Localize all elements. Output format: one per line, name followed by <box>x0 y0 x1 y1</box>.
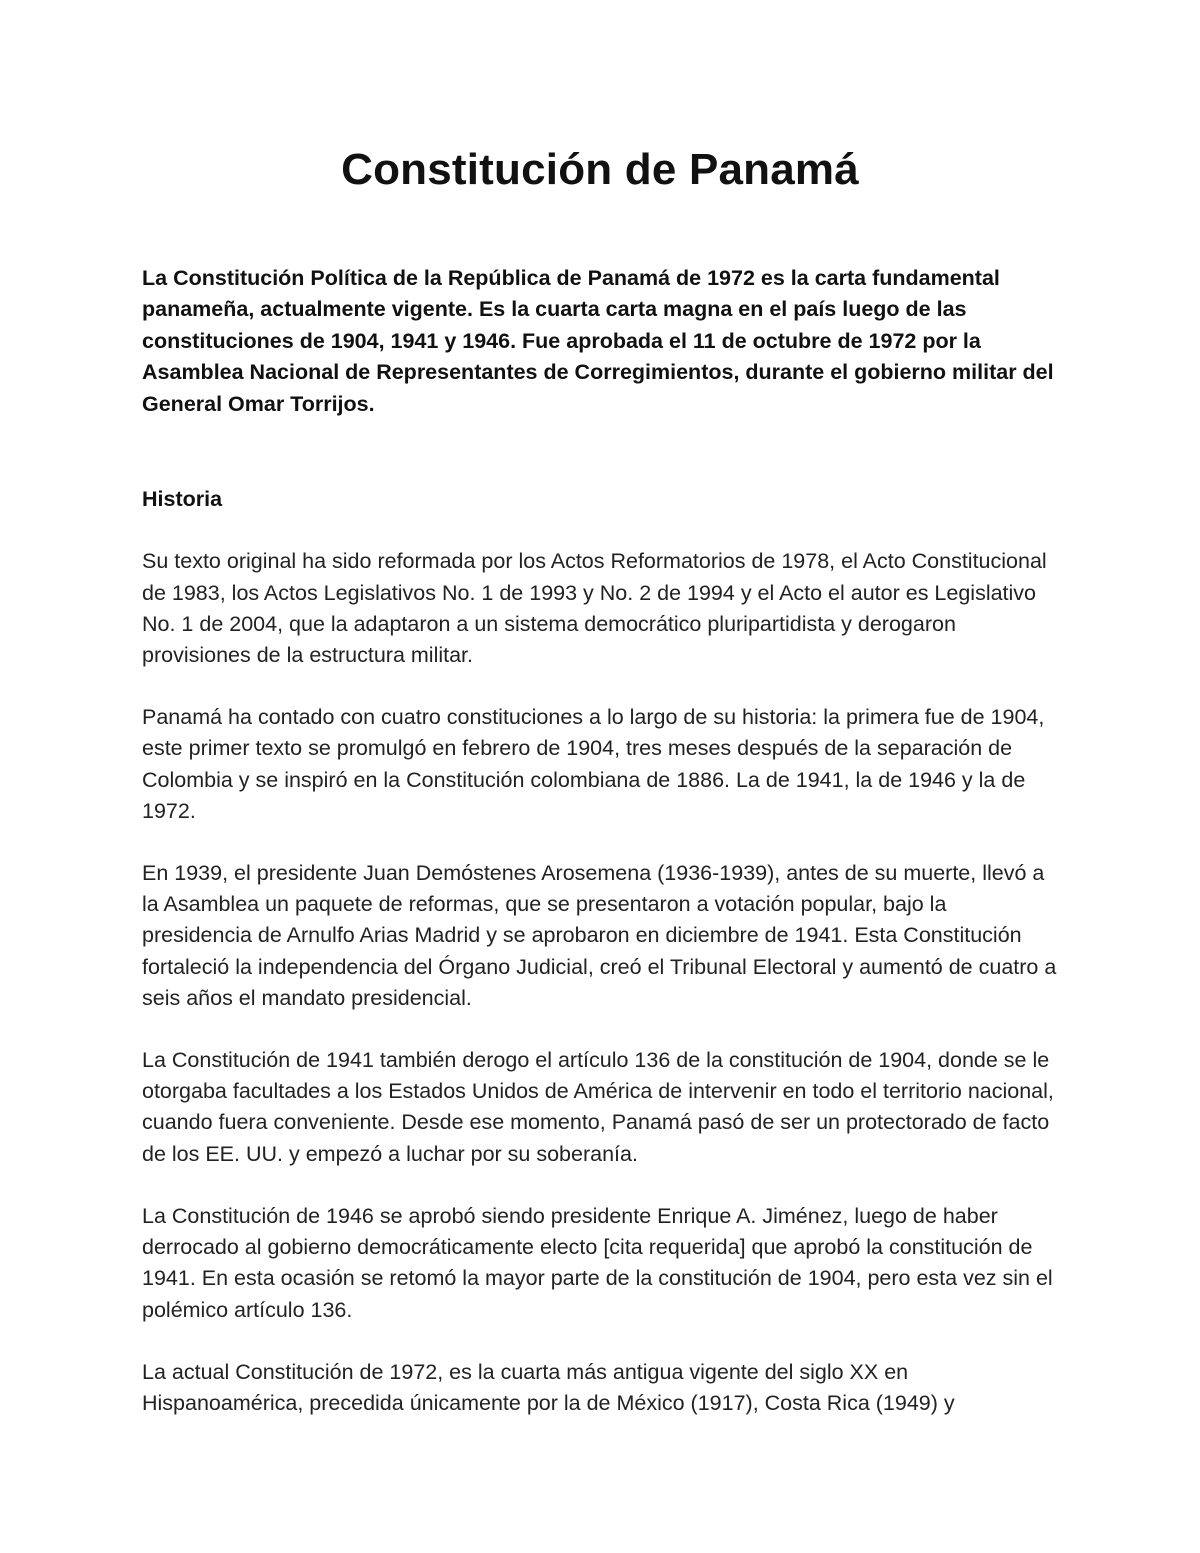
history-paragraph: Su texto original ha sido reformada por los Actos Reformatorios de 1978, el Acto Constitucional de 1983, los Actos Legislativos No. 1 de 1993 y No. 2 de 1994 y el Acto el autor es Legislativo No. 1 de 2004, que la adaptaron a un sistema democrático pluripartidista y derogaron provisiones de la estructura militar. <box>142 549 1047 668</box>
document-title: Constitución de Panamá <box>341 145 859 194</box>
document-body <box>142 263 1060 1419</box>
history-paragraph: En 1939, el presidente Juan Demóstenes Arosemena (1936-1939), antes de su muerte, llevó a la Asamblea un paquete de reformas, que se presentaron a votación popular, bajo la presidencia de Arnulfo Arias Madrid y se aprobaron en diciembre de 1941. Esta Constitución fortaleció la independencia del Órgano Judicial, creó el Tribunal Electoral y aumentó de cuatro a seis años el mandato presidencial. <box>142 861 1057 1010</box>
section-heading-historia: Historia <box>142 487 223 512</box>
history-paragraph: Panamá ha contado con cuatro constituciones a lo largo de su historia: la primera fue de 1904, este primer texto se promulgó en febrero de 1904, tres meses después de la separación de Colombia y se inspiró en la Constitución colombiana de 1886. La de 1941, la de 1946 y la de 1972. <box>142 705 1045 823</box>
intro-paragraph: La Constitución Política de la República de Panamá de 1972 es la carta fundamental panameña, actualmente vigente. Es la cuarta carta magna en el país luego de las constituciones de 1904, 1941 y 1946. Fue aprobada el 11 de octubre de 1972 por la Asamblea Nacional de Representantes de Corregimientos, durante el gobierno militar del General Omar Torrijos. <box>142 266 1054 416</box>
history-paragraph: La actual Constitución de 1972, es la cuarta más antigua vigente del siglo XX en Hispanoamérica, precedida únicamente por la de México (1917), Costa Rica (1949) y <box>142 1359 955 1415</box>
history-paragraph: La Constitución de 1941 también derogo el artículo 136 de la constitución de 1904, donde se le otorgaba facultades a los Estados Unidos de América de intervenir en todo el territorio nacional, cuando fuera conveniente. Desde ese momento, Panamá pasó de ser un protectorado de facto de los EE. UU. y empezó a luchar por su soberanía. <box>142 1048 1054 1166</box>
history-paragraph: La Constitución de 1946 se aprobó siendo presidente Enrique A. Jiménez, luego de haber derrocado al gobierno democráticamente electo [cita requerida] que aprobó la constitución de 1941. En esta ocasión se retomó la mayor parte de la constitución de 1904, pero esta vez sin el polémico artículo 136. <box>142 1203 1053 1322</box>
